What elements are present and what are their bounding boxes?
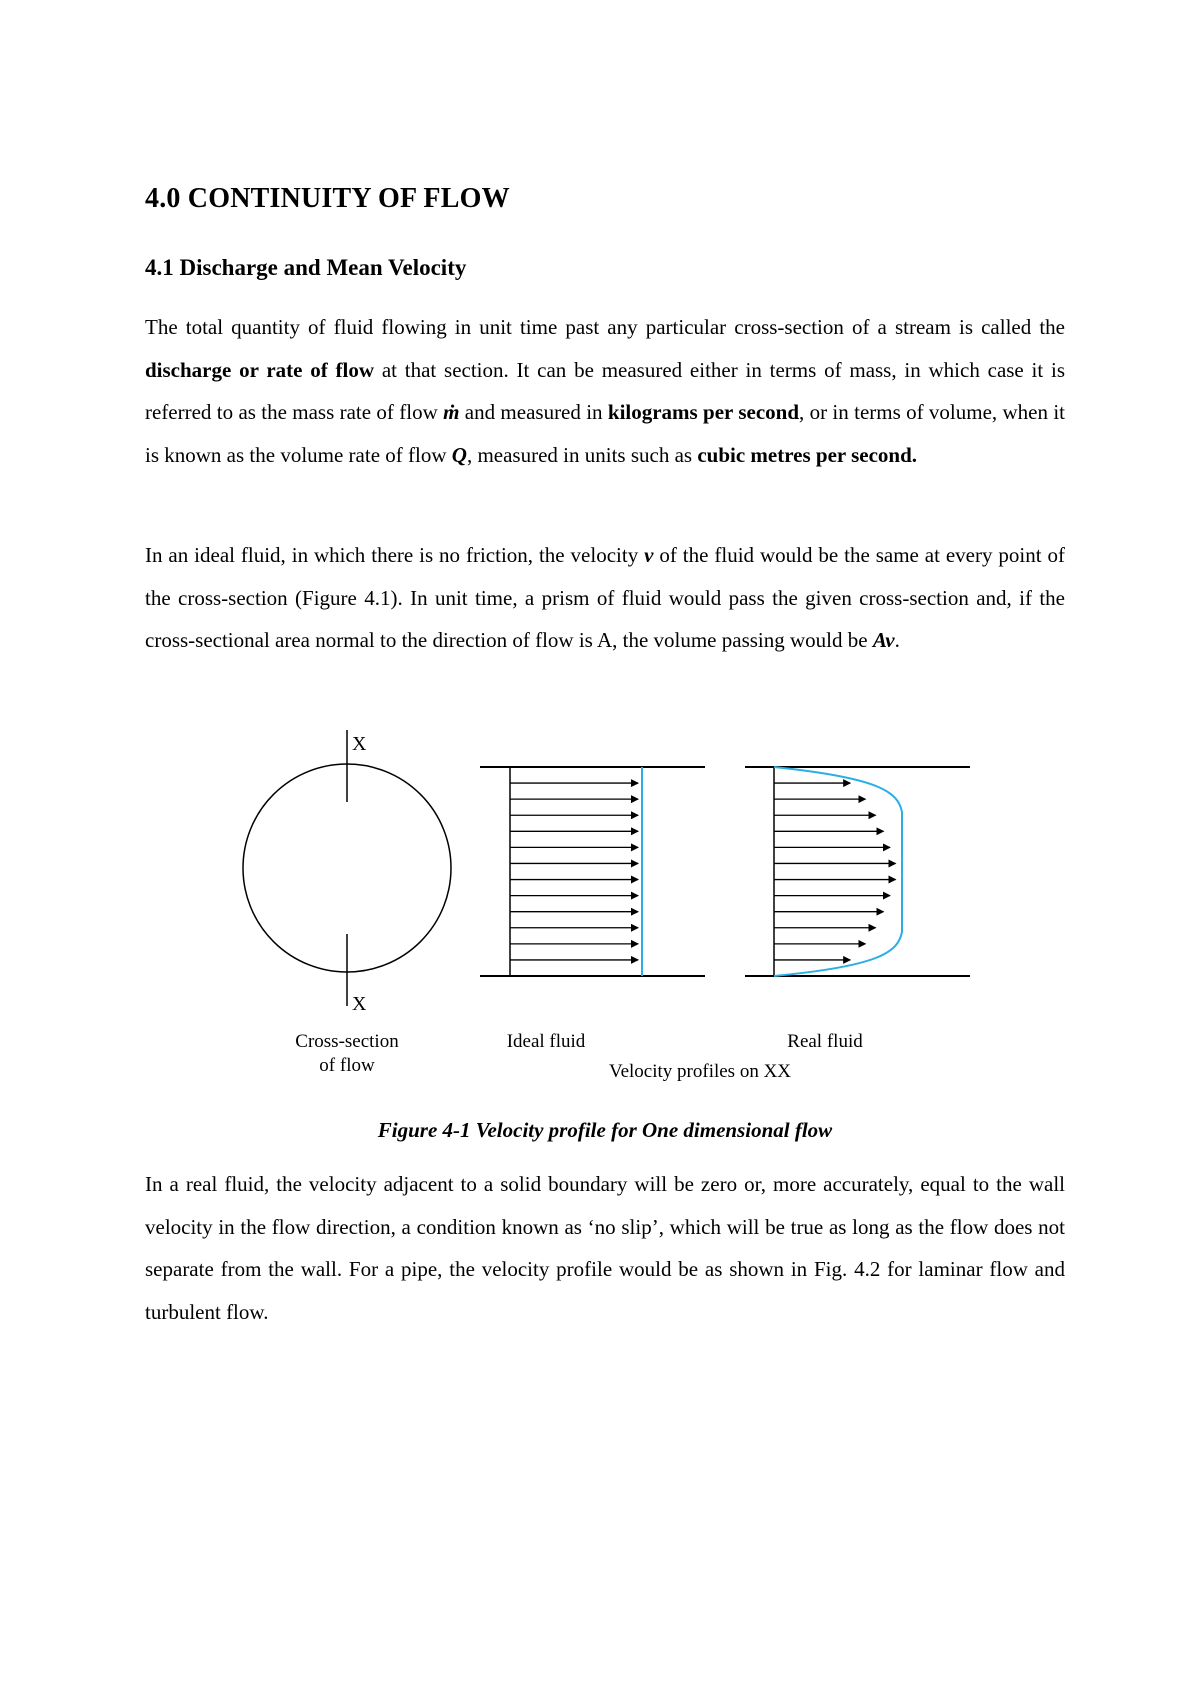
section-heading: 4.0 CONTINUITY OF FLOW [145,183,510,214]
cross-section-label-line1: Cross-section [295,1031,399,1052]
ideal-fluid-profile [480,767,705,1052]
cross-section-diagram [243,730,451,1076]
symbol-volume-flow: Q [451,442,467,467]
subsection-heading: 4.1 Discharge and Mean Velocity [145,255,467,280]
paragraph-real-fluid: In a real fluid, the velocity adjacent to a solid boundary will be zero or, more accurately, equal to the wall velocity in the flow direction, a condition known as ‘no slip’, which will be true as long as the flow does not separate from the wall. For a pipe, the velocity profile would be as shown in Fig. 4.2 for laminar flow and turbulent flow. [145,1172,1065,1324]
x-label-bottom: X [352,993,367,1015]
text: The total quantity of fluid flowing in unit time past any particular cross-section of a stream is called the [145,315,1065,339]
text: , measured in units such as [466,442,698,467]
real-fluid-profile [745,767,970,1052]
text: , or in terms of volume, when it is known as the volume rate of flow [145,400,1065,467]
cross-section-label-line2: of flow [319,1055,375,1076]
velocity-profile-figure [90,720,990,1100]
text: of the fluid would be the same at every point of the cross-section (Figure 4.1). In unit time, a prism of fluid would pass the given cross-section and, if the cross-sectional area normal to the direction of flow is A, the volume passing would be [145,543,1066,652]
x-label-top: X [352,733,367,755]
real-velocity-profile [774,767,902,976]
text: at that section. It can be measured either in terms of mass, in which case it is referred to as the mass rate of flow [145,357,1065,424]
text: and measured in [459,400,608,424]
paragraph-ideal-fluid [145,534,1065,662]
symbol-velocity: v [644,543,654,567]
real-fluid-label: Real fluid [787,1031,863,1052]
term-kg-per-second: kilograms per second [607,400,800,424]
text: . [894,628,900,652]
symbol-area-velocity: Av [872,628,895,652]
term-cubic-metres: cubic metres per second. [697,442,918,467]
text: In an ideal fluid, in which there is no friction, the velocity [145,543,645,567]
velocity-profiles-label: Velocity profiles on XX [608,1061,792,1082]
paragraph-discharge [145,306,1065,476]
ideal-fluid-label: Ideal fluid [506,1031,586,1052]
term-discharge: discharge or rate of flow [145,357,375,382]
figure-caption: Figure 4-1 Velocity profile for One dimensional flow [377,1118,833,1142]
symbol-mass-flow: ṁ [443,400,460,424]
